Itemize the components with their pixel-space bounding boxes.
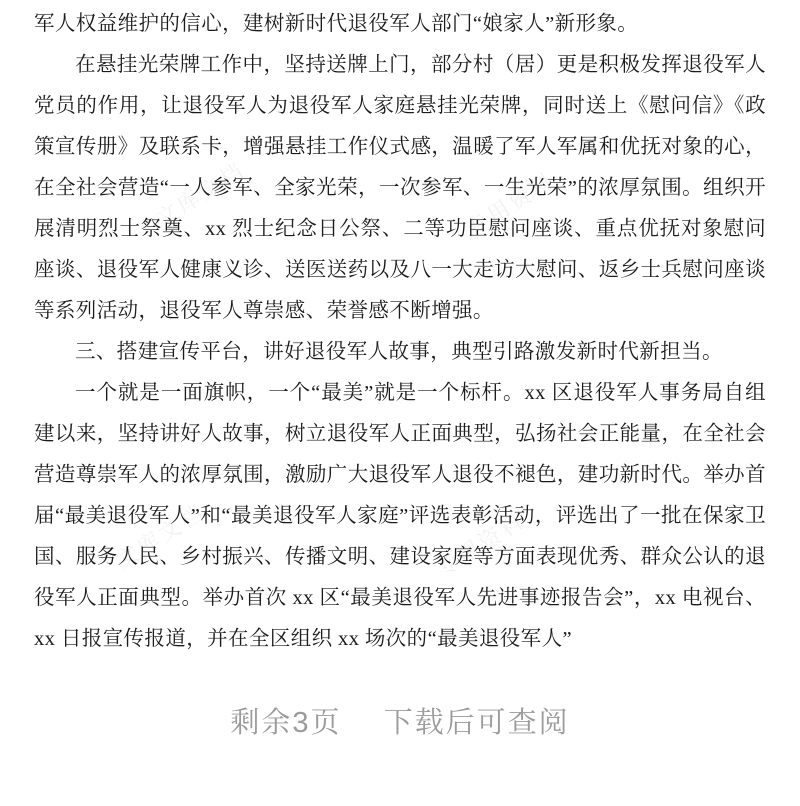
paragraph: 在悬挂光荣牌工作中，坚持送牌上门，部分村（居）更是积极发挥退役军人党员的作用，让退役军人为退役军人家庭悬挂光荣牌，同时送上《慰问信》《政策宣传册》及联系卡，增强悬挂工作仪式感，温暖了军人军属和优抚对象的心，在全社会营造“一人参军、全家光荣，一次参军、一生光荣”的浓厚氛围。组织开展清明烈士祭奠、xx 烈士纪念日公祭、二等功臣慰问座谈、重点优抚对象慰问座谈、退役军人健康义诊、送医送药以及八一大走访大慰问、返乡士兵慰问座谈等系列活动，退役军人尊崇感、荣誉感不断增强。: [34, 54, 766, 322]
paragraph: 一个就是一面旗帜，一个“最美”就是一个标杆。xx 区退役军人事务局自组建以来，坚持讲好人故事，树立退役军人正面典型，弘扬社会正能量，在全社会营造尊崇军人的浓厚氛围，激励广大退役军人退役不褪色，建功新时代。举办首届“最美退役军人”和“最美退役军人家庭”评选表彰活动，评选出了一批在保家卫国、服务人民、乡村振兴、传播文明、建设家庭等方面表现优秀、群众公认的退役军人正面典型。举办首次 xx 区“最美退役军人先进事迹报告会”，xx 电视台、xx 日报宣传报道，并在全区组织 xx 场次的“最美退役军人”: [34, 382, 766, 650]
paragraph: 军人权益维护的信心，建树新时代退役军人部门“娘家人”新形象。: [34, 13, 639, 35]
watermark-text: 专用资料: [461, 167, 560, 242]
preview-footer: [0, 700, 800, 741]
paragraph: 三、搭建宣传平台，讲好退役军人故事，典型引路激发新时代新担当。: [75, 341, 723, 363]
watermark-text: 文库文档: [111, 499, 210, 574]
document-text-body: [34, 0, 766, 660]
download-hint-label: 下载后可查阅: [383, 707, 570, 739]
remaining-pages-label: 剩余3页: [230, 707, 342, 739]
watermark-text: 文库文档: [151, 157, 250, 232]
watermark-text: 专用资料: [431, 507, 530, 582]
